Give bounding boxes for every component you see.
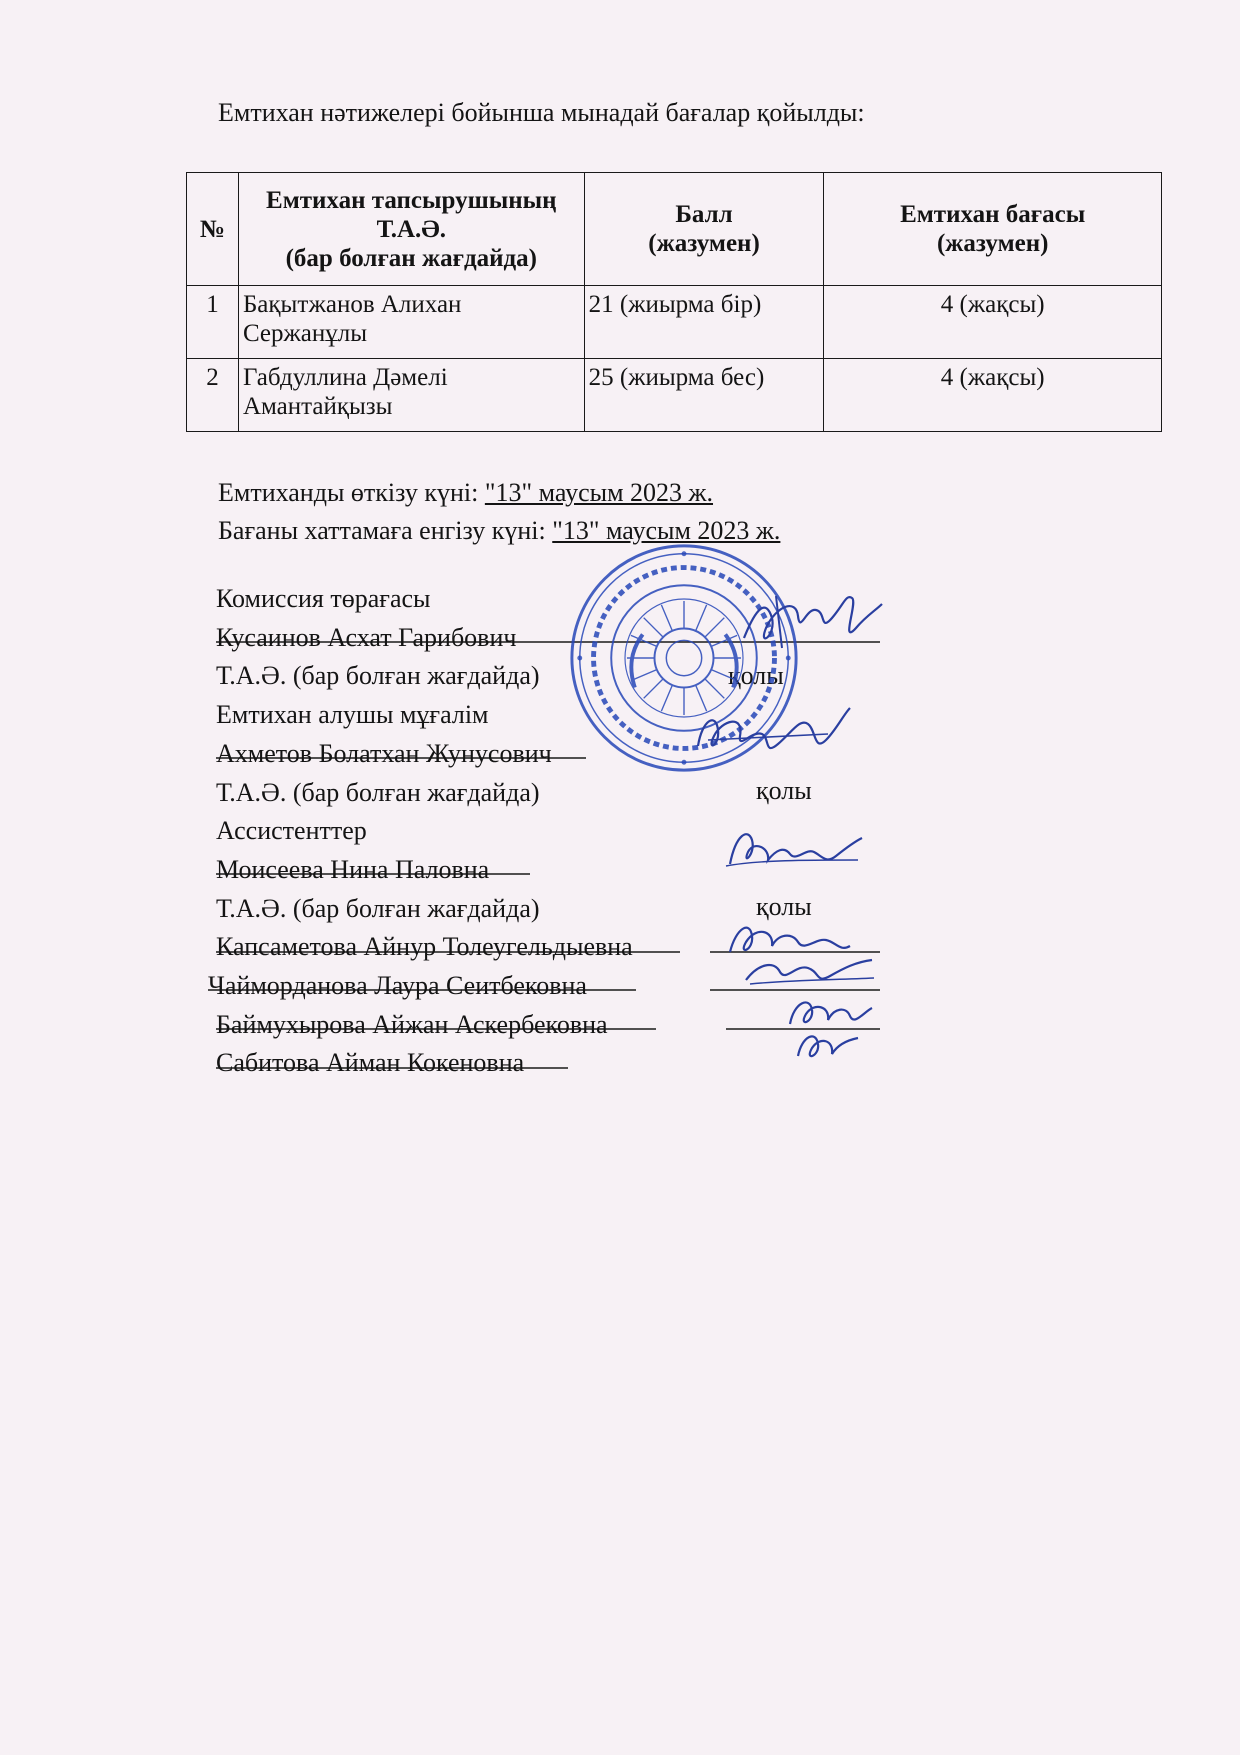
header-name-line: (бар болған жағдайда): [285, 244, 537, 272]
header-name-line: Т.А.Ә.: [376, 215, 447, 243]
assistant-name: Сабитова Айман Кокеновна: [216, 1048, 525, 1078]
header-score-line: Балл: [675, 201, 733, 228]
row-num: 1: [187, 286, 239, 359]
fio-note: Т.А.Ә. (бар болған жағдайда): [216, 661, 540, 691]
table-row: [187, 286, 1162, 359]
row-score: 25 (жиырма бес): [584, 359, 824, 432]
entry-date-label: Бағаны хаттамаға енгізу күні:: [218, 516, 546, 545]
header-score: [584, 173, 824, 286]
signature-label: қолы: [756, 776, 812, 805]
assistants-title: Ассистенттер: [216, 816, 367, 846]
header-name-line: Емтихан тапсырушының: [266, 186, 557, 214]
assistant-name: Моисеева Нина Паловна: [216, 854, 490, 884]
header-grade-line: (жазумен): [936, 230, 1049, 257]
fio-note: Т.А.Ә. (бар болған жағдайда): [216, 893, 540, 923]
chair-title: Комиссия төрағасы: [216, 584, 431, 613]
row-name: [238, 286, 584, 359]
row-grade: 4 (жақсы): [824, 359, 1162, 432]
row-num: 2: [187, 359, 239, 432]
row-score: 21 (жиырма бір): [584, 286, 824, 359]
row-grade: 4 (жақсы): [824, 286, 1162, 359]
grades-table: [186, 172, 1162, 432]
assistant-name: Капсаметова Айнур Толеугельдыевна: [216, 932, 633, 962]
assistant-name: Баймухырова Айжан Аскербековна: [216, 1009, 608, 1039]
header-score-line: (жазумен): [648, 230, 760, 257]
row-name-line: Габдуллина Дәмелі: [242, 364, 448, 391]
row-name-line: Амантайқызы: [242, 393, 393, 420]
intro-text: Емтихан нәтижелері бойынша мынадай бағалар қойылды:: [218, 98, 865, 127]
handwritten-signature-icon: [688, 700, 858, 770]
signature-label: қолы: [728, 661, 784, 690]
header-grade: [824, 173, 1162, 286]
row-name: [238, 359, 584, 432]
exam-date-value: "13" маусым 2023 ж.: [484, 478, 714, 507]
table-header-row: [187, 173, 1162, 286]
header-num: №: [187, 173, 239, 286]
fio-note: Т.А.Ә. (бар болған жағдайда): [216, 777, 540, 807]
exam-date-label: Емтиханды өткізу күні:: [218, 478, 479, 507]
entry-date-value: "13" маусым 2023 ж.: [552, 516, 781, 545]
exam-date-line: [218, 474, 780, 512]
chair-name: Кусаинов Асхат Гарибович: [216, 622, 517, 652]
teacher-title: Емтихан алушы мұғалім: [216, 700, 489, 730]
table-row: [187, 359, 1162, 432]
handwritten-signature-icon: [788, 1026, 868, 1070]
row-name-line: Бақытжанов Алихан: [242, 291, 462, 318]
header-grade-line: Емтихан бағасы: [900, 201, 1086, 228]
handwritten-signature-icon: [740, 950, 880, 994]
handwritten-signature-icon: [736, 588, 886, 658]
handwritten-signature-icon: [718, 820, 868, 880]
row-name-line: Сержанұлы: [242, 320, 368, 347]
teacher-name: Ахметов Болатхан Жунусович: [216, 738, 552, 768]
signature-label: қолы: [756, 892, 812, 921]
dates-block: [218, 474, 780, 550]
header-name: [238, 173, 584, 286]
assistant-name: Чайморданова Лаура Сеитбековна: [208, 971, 587, 1001]
